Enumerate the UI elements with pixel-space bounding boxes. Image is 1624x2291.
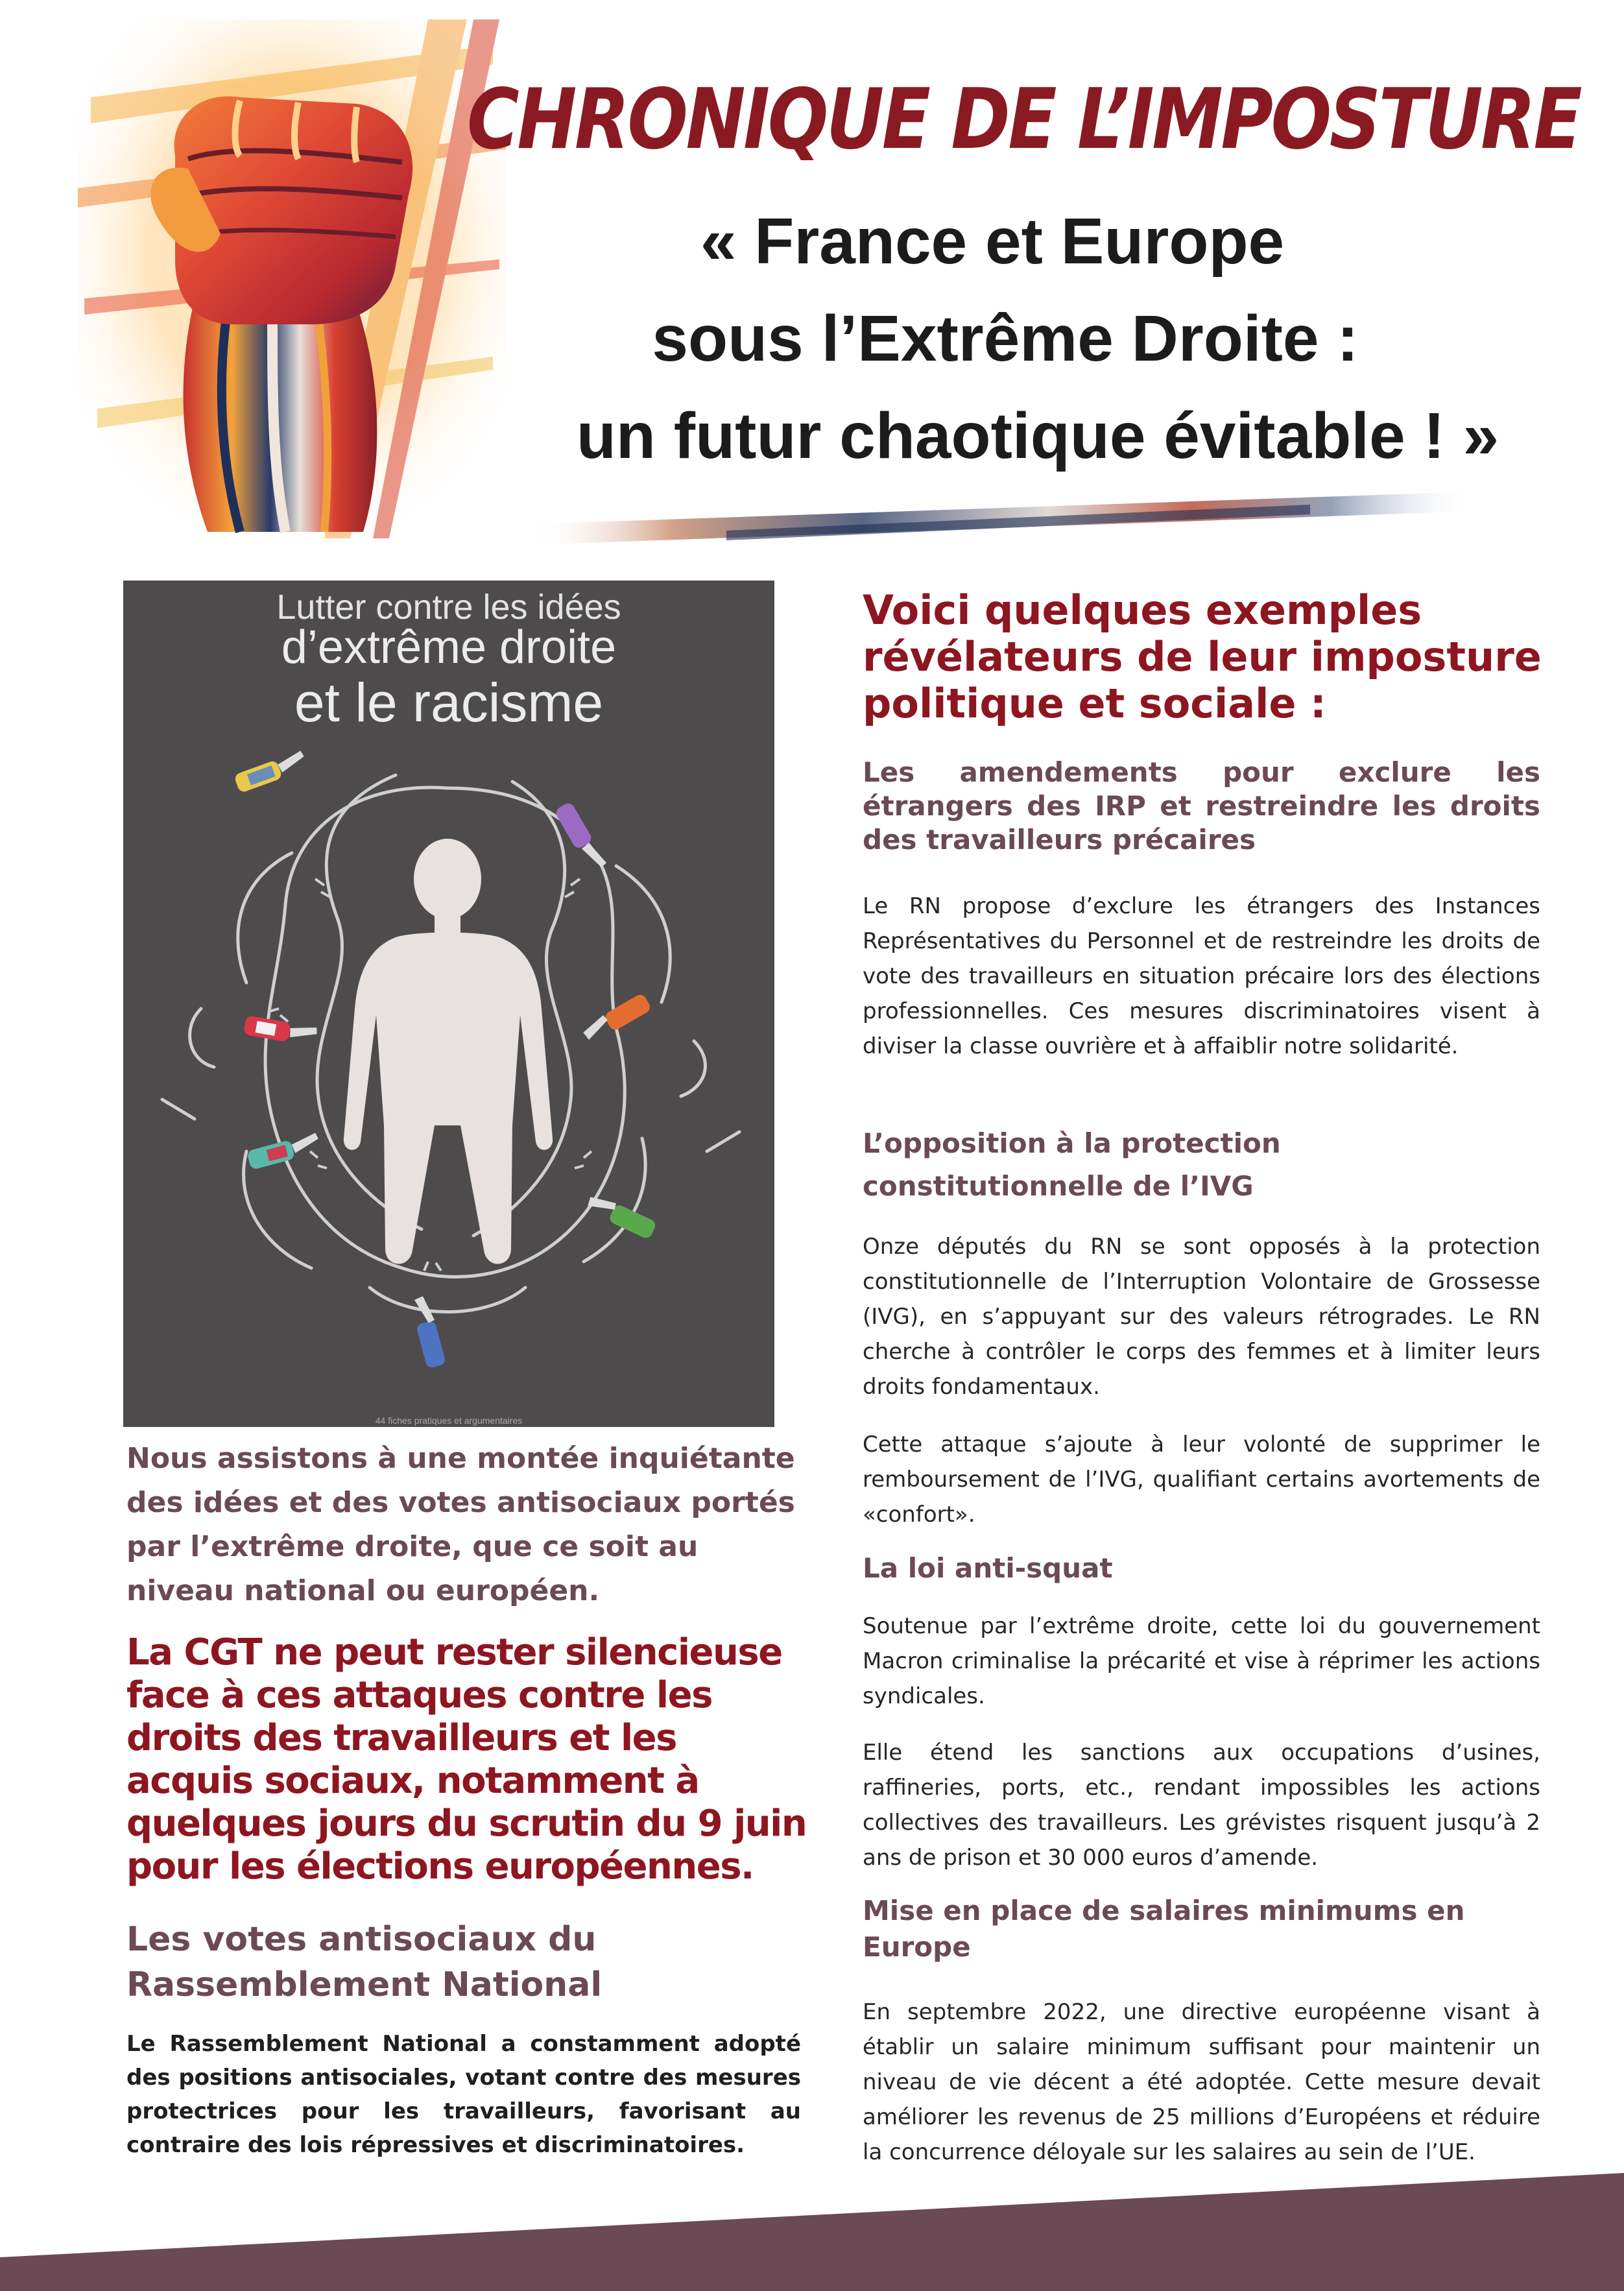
decorative-stripe-band	[532, 485, 1472, 545]
subtitle-line-3: un futur chaotique évitable ! »	[576, 400, 1499, 472]
poster-title-line-3: et le racisme	[294, 672, 604, 733]
subtitle-line-1: « France et Europe	[700, 205, 1285, 278]
section-min-wage-paragraph: En septembre 2022, une directive européenne visant à établir un salaire minimum suffisant pour maintenir un niveau de vie décent a été adoptée. Cette mesure devait améliorer les revenus de 25 millions d’Européens et réduire la concurrence déloyale sur les salaires au sein de l’UE.	[863, 1999, 1540, 2165]
examples-heading: Voici quelques exemples révélateurs de leur imposture politique et sociale :	[863, 586, 1542, 727]
section-min-wage-title: Mise en place de salaires minimums en Europe	[863, 1895, 1465, 1963]
votes-section-body: Le Rassemblement National a constamment adopté des positions antisociales, votant contre des mesures protectrices pour les travailleurs, favorisant au contraire des lois répressives et discriminatoires.	[126, 2031, 801, 2158]
raised-fist-illustration	[78, 19, 506, 538]
poster-title-line-1: Lutter contre les idées	[276, 588, 621, 627]
subtitle-line-2: sous l’Extrême Droite :	[652, 302, 1359, 375]
section-irp-paragraph: Le RN propose d’exclure les étrangers des Instances Représentatives du Personnel et de restreindre les droits de vote des travailleurs en situation précaire lors des élections professionnelles. Ces mesures discriminatoires visent à diviser la classe ouvrière et à affaiblir notre solidarité.	[863, 893, 1540, 1059]
section-ivg-title: L’opposition à la protection constitutionnelle de l’IVG	[863, 1127, 1281, 1202]
intro-paragraph: Nous assistons à une montée inquiétante des idées et des votes antisociaux portés par l’extrême droite, que ce soit au niveau national ou européen.	[126, 1442, 795, 1607]
section-ivg-paragraph-1: Onze députés du RN se sont opposés à la protection constitutionnelle de l’Interruption Volontaire de Grossesse (IVG), en s’appuyant sur des valeurs rétrogrades. Le RN cherche à contrôler le corps des femmes et à limiter leurs droits fondamentaux.	[863, 1234, 1540, 1400]
section-anti-squat-paragraph-1: Soutenue par l’extrême droite, cette loi du gouvernement Macron criminalise la précarité et vise à réprimer les actions syndicales.	[863, 1613, 1540, 1709]
section-anti-squat-paragraph-2: Elle étend les sanctions aux occupations d’usines, raffineries, ports, etc., rendant impossibles les actions collectives des travailleurs. Les grévistes risquent jusqu’à 2 ans de prison et 30 000 euros d’amende.	[863, 1740, 1540, 1871]
poster-title-line-2: d’extrême droite	[281, 621, 617, 673]
poster-image	[123, 581, 774, 1427]
human-figure-barbed-wire-illustration	[123, 736, 774, 1427]
section-ivg-paragraph-2: Cette attaque s’ajoute à leur volonté de supprimer le remboursement de l’IVG, qualifiant certains avortements de «confort».	[863, 1432, 1540, 1528]
poster-footer: 44 fiches pratiques et argumentaires	[375, 1415, 523, 1426]
main-title: CHRONIQUE DE L’IMPOSTURE	[467, 71, 1581, 168]
cgt-statement: La CGT ne peut rester silencieuse face à ces attaques contre les droits des travailleurs et les acquis sociaux, notamment à quelques jours du scrutin du 9 juin pour les élections européennes.	[126, 1631, 807, 1888]
section-anti-squat-title: La loi anti-squat	[863, 1552, 1113, 1584]
votes-section-title: Les votes antisociaux du Rassemblement National	[126, 1920, 603, 2004]
footer-band	[0, 2173, 1624, 2291]
section-irp-title: Les amendements pour exclure les étrangers des IRP et restreindre les droits des travailleurs précaires	[863, 756, 1540, 856]
